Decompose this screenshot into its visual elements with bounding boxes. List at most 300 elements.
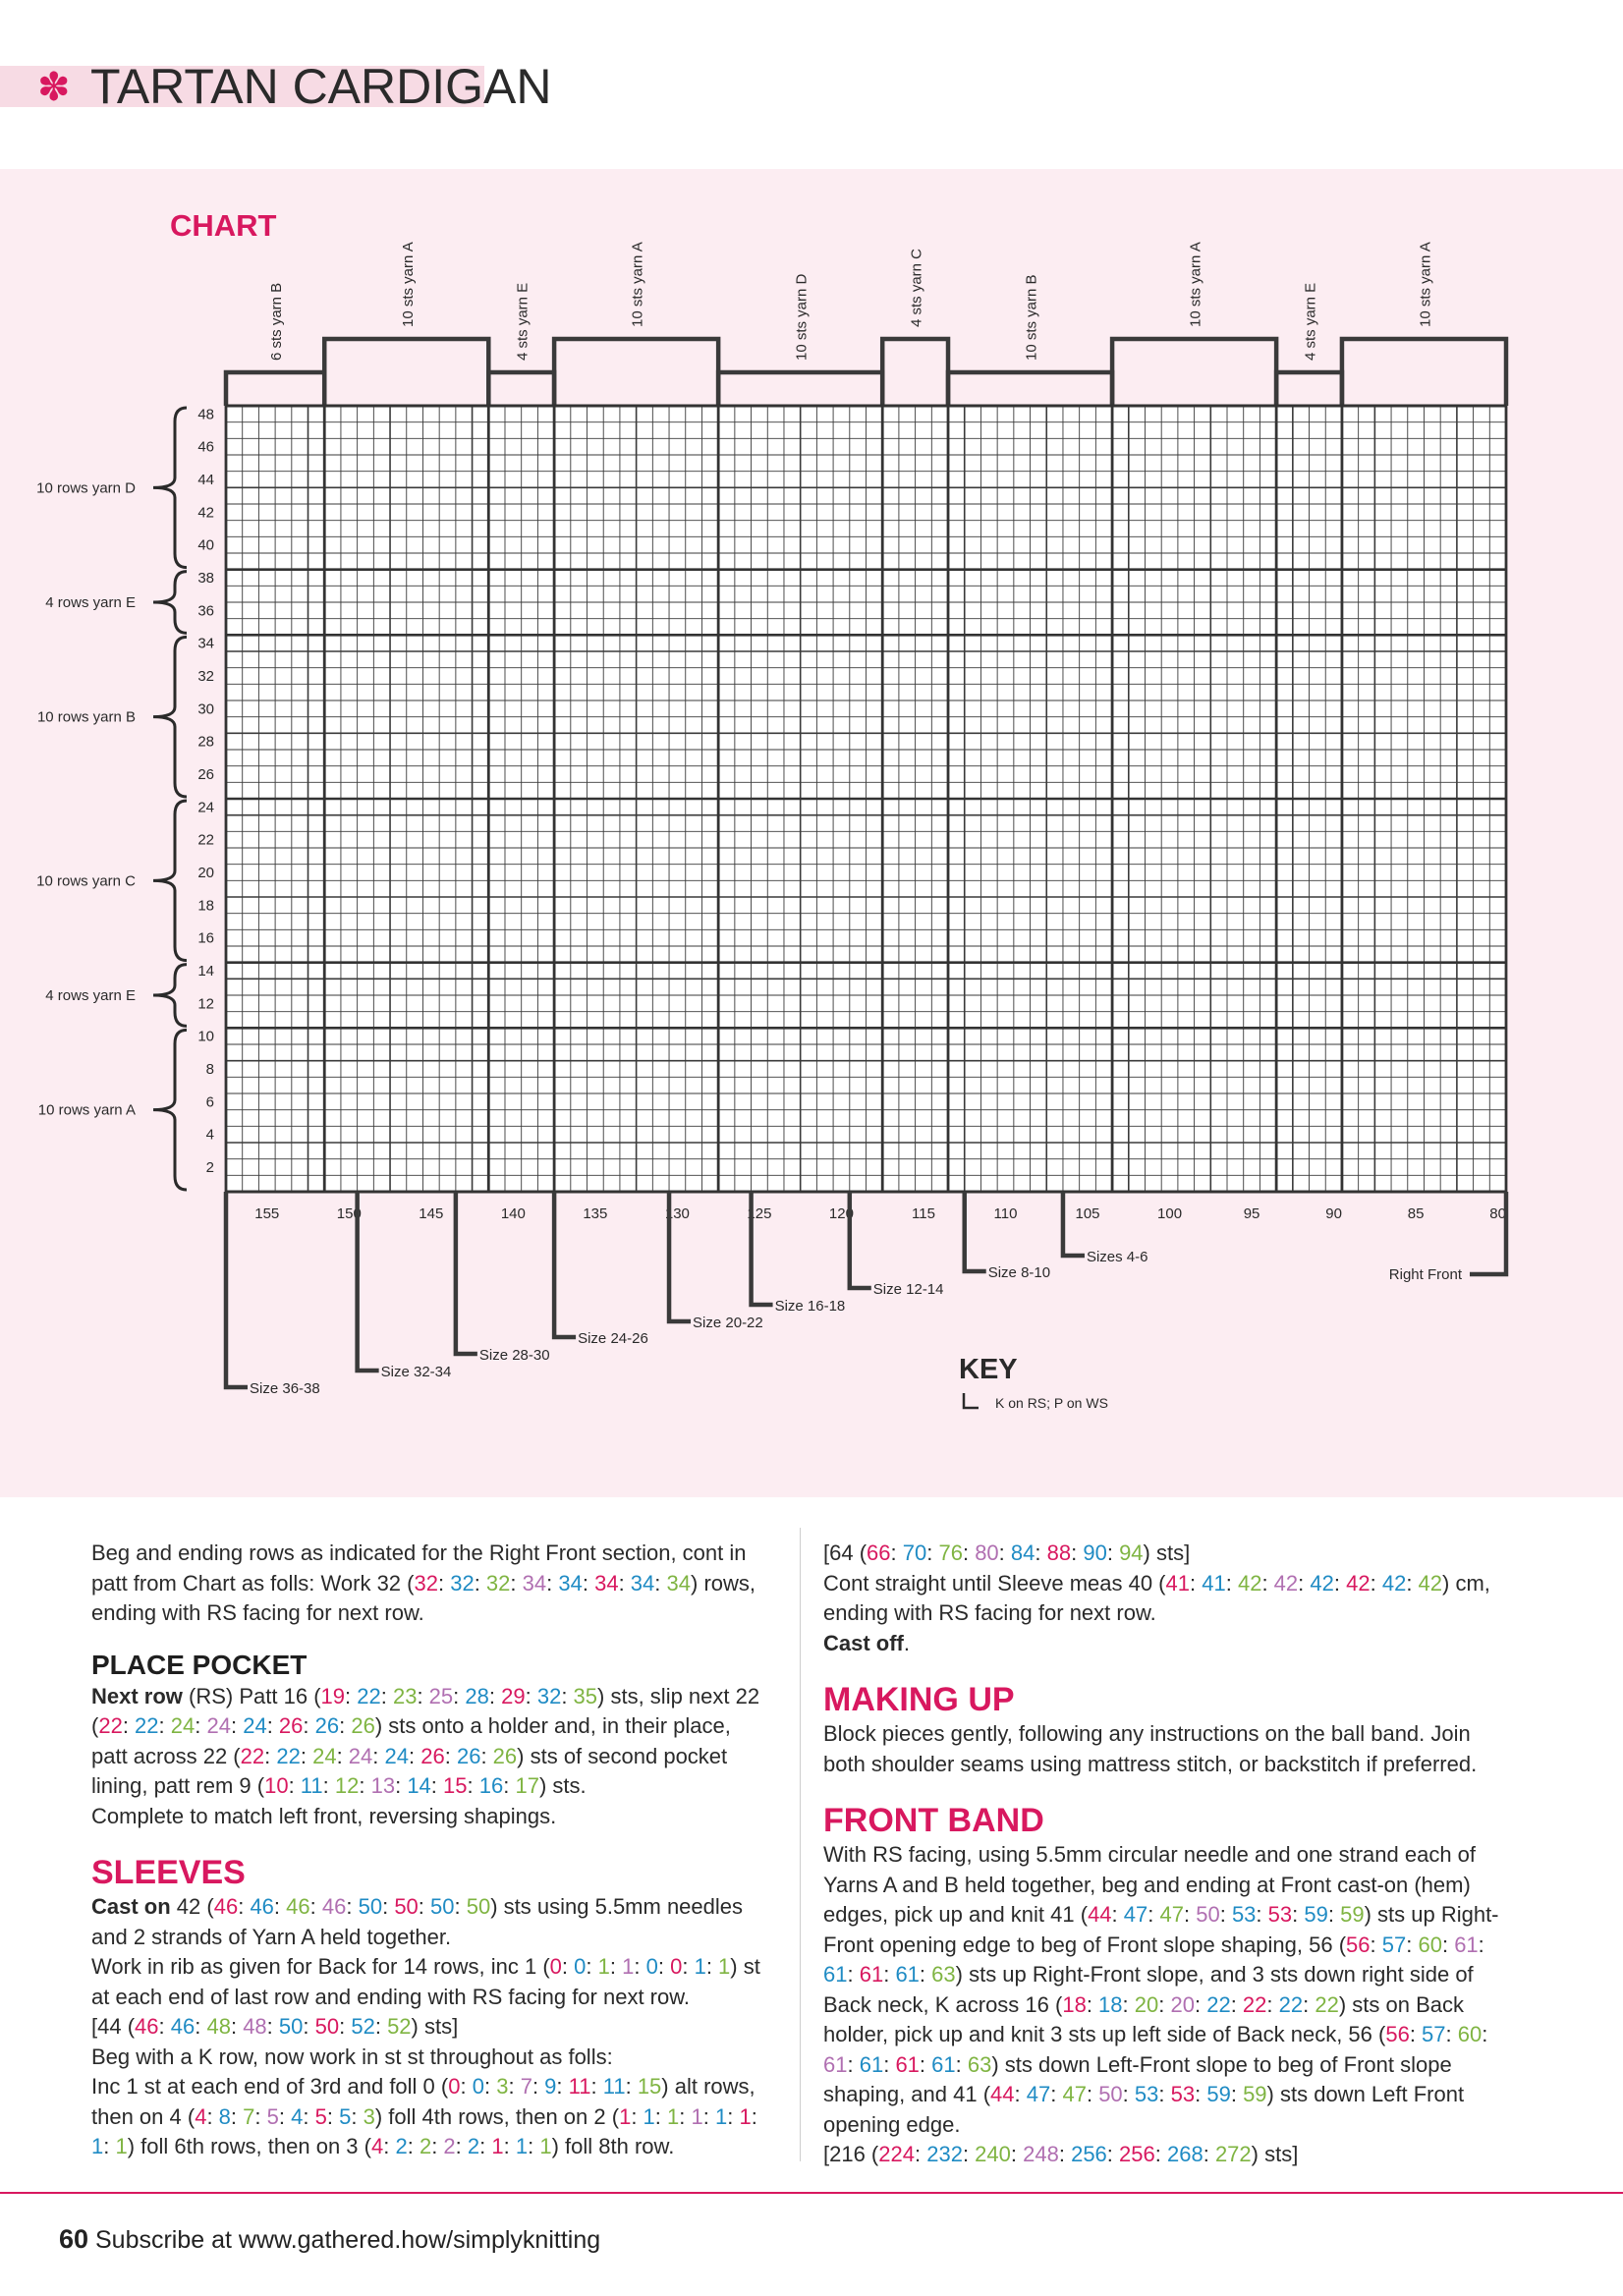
stitch-number: 150: [336, 1205, 362, 1222]
text-run: :: [919, 1962, 932, 1987]
sleeves-heading: SLEEVES: [91, 1854, 246, 1891]
row-group-label: 10 rows yarn B: [36, 708, 136, 726]
size-value: 61: [823, 2051, 848, 2077]
footer-rule: [0, 2192, 1623, 2194]
text-run: :: [230, 2014, 244, 2039]
size-value: 53: [1231, 1902, 1257, 1927]
size-leg: [1063, 1192, 1085, 1256]
text-run: [44 (: [91, 2014, 136, 2039]
text-run: :: [303, 1713, 315, 1738]
text-run: :: [288, 1773, 301, 1798]
row-number: 34: [197, 635, 214, 652]
text-run: :: [1292, 1902, 1305, 1927]
text-run: :: [1194, 1991, 1207, 2017]
size-value: 0: [645, 1954, 658, 1979]
text-run: Work in rib as given for Back for 14 rows, inc 1 (: [91, 1954, 550, 1979]
row-group-label: 10 rows yarn C: [36, 872, 136, 890]
intro-paragraph: [91, 1539, 769, 1629]
size-value: 34: [630, 1570, 655, 1596]
size-value: 24: [170, 1713, 196, 1738]
size-value: 22: [1315, 1991, 1339, 2017]
size-value: 47: [1123, 1902, 1148, 1927]
right-column: [823, 1539, 1511, 2170]
size-value: 50: [1196, 1902, 1220, 1927]
size-value: 1: [739, 2103, 752, 2129]
size-value: 1: [643, 2103, 655, 2129]
size-value: 24: [243, 1713, 267, 1738]
size-value: 59: [1340, 1902, 1365, 1927]
text-run: ) sts up Right-Front opening edge to beg of Front slope shaping, 56 (: [823, 1902, 1499, 1957]
row-number: 18: [197, 897, 214, 915]
text-run: ) sts]: [1251, 2142, 1299, 2166]
size-value: 26: [456, 1743, 481, 1768]
size-value: 34: [594, 1570, 619, 1596]
size-value: 63: [967, 2051, 992, 2077]
size-value: 70: [902, 1540, 927, 1565]
size-value: 23: [392, 1683, 418, 1708]
size-leg: [965, 1192, 986, 1271]
sleeves-cast-on: [91, 1892, 769, 1952]
size-value: 22: [98, 1713, 123, 1738]
size-value: 5: [339, 2103, 352, 2129]
text-run: :: [586, 1954, 598, 1979]
column-group-label: 10 sts yarn A: [1417, 242, 1434, 327]
row-number: 46: [197, 438, 214, 456]
size-value: 268: [1166, 2142, 1203, 2166]
text-run: :: [326, 2103, 340, 2129]
size-value: 46: [250, 1894, 274, 1919]
text-run: :: [582, 1570, 595, 1596]
text-run: :: [1333, 1570, 1347, 1596]
text-run: :: [1445, 2022, 1458, 2046]
size-value: 1: [667, 2103, 680, 2129]
text-run: :: [158, 1713, 171, 1738]
size-value: 1: [718, 1954, 731, 1979]
text-run: :: [1158, 1991, 1171, 2017]
page-number: 60: [59, 2224, 89, 2254]
column-group-bracket: [226, 372, 324, 406]
text-run: [216 (: [823, 2142, 879, 2166]
text-run: :: [1266, 1991, 1279, 2017]
column-group-bracket: [554, 339, 718, 406]
row-number: 24: [197, 799, 214, 816]
size-value: 32: [414, 1570, 438, 1596]
size-value: 4: [370, 2134, 384, 2158]
row-number: 8: [205, 1061, 214, 1078]
text-run: :: [1106, 2142, 1120, 2166]
text-run: :: [418, 1894, 431, 1919]
stitch-number: 90: [1325, 1205, 1342, 1222]
footer: [59, 2224, 600, 2255]
text-run: :: [1010, 2142, 1024, 2166]
cast-off: [823, 1629, 1511, 1659]
column-group-bracket: [1112, 339, 1276, 406]
row-group-label: 4 rows yarn E: [45, 987, 136, 1004]
stitch-number: 115: [912, 1205, 935, 1222]
text-run: :: [1203, 2142, 1215, 2166]
size-value: 22: [357, 1683, 381, 1708]
stitch-number: 95: [1243, 1205, 1260, 1222]
size-value: 12: [334, 1773, 360, 1798]
text-run: :: [309, 1894, 322, 1919]
size-value: 4: [195, 2103, 207, 2129]
text-run: :: [1071, 1540, 1084, 1565]
text-run: :: [751, 2103, 757, 2129]
size-value: 50: [314, 2014, 340, 2039]
text-run: :: [914, 2142, 927, 2166]
row-number: 4: [205, 1126, 214, 1144]
text-run: :: [556, 2074, 569, 2099]
stitch-number: 110: [993, 1205, 1018, 1222]
text-run: :: [345, 1683, 358, 1708]
text-run: Cast on: [91, 1894, 171, 1919]
text-run: :: [254, 2103, 267, 2129]
text-run: :: [437, 1570, 451, 1596]
size-value: 5: [266, 2103, 279, 2129]
size-value: 26: [278, 1713, 304, 1738]
text-run: :: [359, 1773, 371, 1798]
size-value: 61: [895, 2051, 920, 2077]
size-value: 47: [1026, 2082, 1051, 2106]
text-run: :: [847, 1962, 860, 1987]
size-value: 1: [491, 2134, 504, 2158]
size-value: 32: [450, 1570, 475, 1596]
right-front-leg: [1470, 1192, 1506, 1274]
column-group-bracket: [1276, 372, 1342, 406]
row-number: 20: [197, 865, 214, 881]
text-run: :: [238, 1894, 251, 1919]
size-value: 22: [1206, 1991, 1231, 2017]
text-run: :: [1154, 2142, 1167, 2166]
size-label: Size 32-34: [380, 1364, 452, 1380]
size-value: 2: [443, 2134, 456, 2158]
size-value: 46: [135, 2014, 159, 2039]
sleeve-cont: [823, 1569, 1511, 1629]
size-value: 48: [206, 2014, 231, 2039]
row-number: 38: [197, 570, 214, 587]
text-run: :: [1058, 2142, 1072, 2166]
size-value: 248: [1023, 2142, 1059, 2166]
text-run: :: [510, 1570, 523, 1596]
text-run: :: [460, 2074, 473, 2099]
row-group-label: 10 rows yarn A: [37, 1101, 136, 1119]
column-group-label: 10 sts yarn B: [1023, 274, 1040, 361]
text-run: :: [503, 2134, 516, 2158]
size-value: 17: [515, 1773, 539, 1798]
text-run: :: [382, 1894, 395, 1919]
front-band-total: [823, 2140, 1511, 2170]
size-value: 90: [1083, 1540, 1107, 1565]
row-number: 30: [197, 700, 214, 718]
size-value: 1: [715, 2103, 728, 2129]
text-run: :: [590, 2074, 603, 2099]
size-value: 52: [351, 2014, 375, 2039]
row-number: 16: [197, 929, 214, 947]
size-value: 60: [1418, 1932, 1442, 1957]
text-run: :: [278, 2103, 292, 2129]
text-run: :: [380, 1683, 393, 1708]
stitch-number: 135: [583, 1205, 608, 1222]
row-number: 10: [197, 1028, 214, 1045]
size-value: 57: [1381, 1932, 1407, 1957]
size-value: 60: [1457, 2022, 1483, 2046]
row-group-label: 10 rows yarn D: [36, 479, 136, 497]
text-run: :: [1195, 2082, 1207, 2106]
column-group-label: 10 sts yarn A: [1187, 242, 1204, 327]
size-value: 1: [515, 2134, 529, 2158]
text-run: :: [230, 2103, 244, 2129]
text-run: 42 (: [170, 1894, 214, 1919]
text-run: :: [1050, 2082, 1063, 2106]
size-value: 34: [558, 1570, 583, 1596]
text-run: :: [474, 1570, 486, 1596]
size-value: 26: [314, 1713, 340, 1738]
text-run: ) alt rows, then on 4 (: [91, 2074, 756, 2129]
column-group-bracket: [718, 372, 882, 406]
size-value: 42: [1418, 1570, 1443, 1596]
text-run: :: [453, 1683, 466, 1708]
size-label: Size 12-14: [872, 1281, 944, 1298]
text-run: :: [634, 1954, 646, 1979]
text-run: :: [417, 1683, 429, 1708]
column-group-label: 6 sts yarn B: [268, 282, 286, 361]
text-run: :: [273, 1894, 287, 1919]
place-pocket-heading: PLACE POCKET: [91, 1649, 308, 1680]
size-value: 53: [1134, 2082, 1159, 2106]
size-value: 8: [218, 2103, 231, 2129]
size-value: 50: [430, 1894, 455, 1919]
size-value: 1: [115, 2134, 128, 2158]
text-run: :: [444, 1743, 457, 1768]
size-value: 240: [975, 2142, 1011, 2166]
row-number: 12: [197, 995, 214, 1013]
text-run: :: [1409, 2022, 1423, 2046]
text-run: :: [1230, 2082, 1244, 2106]
text-run: :: [300, 1743, 313, 1768]
text-run: ) sts onto a holder and, in their place, patt across 22 (: [91, 1713, 731, 1768]
text-run: :: [654, 1570, 667, 1596]
size-value: 57: [1422, 2022, 1446, 2046]
text-run: ) cm, ending with RS facing for next row.: [823, 1570, 1490, 1625]
size-value: 41: [1165, 1570, 1190, 1596]
text-run: :: [1183, 1902, 1197, 1927]
text-run: :: [483, 2074, 497, 2099]
size-value: 7: [520, 2074, 532, 2099]
text-run: :: [883, 1962, 896, 1987]
text-run: :: [1225, 1570, 1238, 1596]
row-number: 48: [197, 406, 214, 423]
size-value: 46: [170, 2014, 196, 2039]
text-run: :: [195, 1713, 207, 1738]
text-run: :: [431, 2134, 444, 2158]
text-run: :: [206, 2103, 219, 2129]
text-run: :: [303, 2014, 315, 2039]
text-run: :: [1370, 1932, 1382, 1957]
size-value: 256: [1071, 2142, 1107, 2166]
text-run: :: [454, 1894, 467, 1919]
size-value: 0: [549, 1954, 562, 1979]
text-run: :: [1147, 1902, 1160, 1927]
text-run: :: [264, 1743, 277, 1768]
text-run: ) sts]: [1143, 1540, 1191, 1565]
sleeves-rib: [91, 1952, 769, 2012]
text-run: :: [508, 2074, 521, 2099]
size-value: 11: [602, 2074, 626, 2099]
text-run: :: [322, 1773, 335, 1798]
stitch-number: 85: [1407, 1205, 1425, 1222]
text-run: ) sts]: [411, 2014, 459, 2039]
text-run: :: [351, 2103, 364, 2129]
text-run: ) st at each end of last row and ending with RS facing for next row.: [91, 1954, 760, 2009]
size-value: 29: [501, 1683, 526, 1708]
size-value: 47: [1062, 2082, 1087, 2106]
flower-icon: ✽: [37, 66, 71, 109]
text-run: :: [654, 2103, 668, 2129]
text-run: ) sts, slip next 22 (: [91, 1683, 760, 1738]
size-value: 25: [428, 1683, 454, 1708]
text-run: :: [1298, 1570, 1311, 1596]
size-value: 52: [387, 2014, 412, 2039]
text-run: :: [705, 1954, 719, 1979]
text-run: :: [546, 1570, 559, 1596]
text-run: :: [1406, 1932, 1419, 1957]
text-run: :: [1327, 1902, 1341, 1927]
size-label: Size 28-30: [478, 1347, 550, 1364]
key-square-icon: [964, 1393, 979, 1408]
row-number: 26: [197, 766, 214, 783]
size-value: 34: [666, 1570, 691, 1596]
size-value: 22: [240, 1743, 265, 1768]
key-heading: KEY: [959, 1354, 1018, 1385]
size-value: 7: [243, 2103, 255, 2129]
row-group-label: 4 rows yarn E: [45, 594, 136, 611]
text-run: :: [955, 2051, 968, 2077]
text-run: :: [1370, 1570, 1382, 1596]
text-run: :: [618, 1570, 631, 1596]
text-run: :: [1158, 2082, 1171, 2106]
text-run: ) sts on Back holder, pick up and knit 3 sts up left side of Back neck, 56 (: [823, 1991, 1464, 2046]
text-run: :: [1122, 1991, 1135, 2017]
text-run: :: [631, 2103, 644, 2129]
size-value: 34: [522, 1570, 547, 1596]
size-value: 0: [472, 2074, 484, 2099]
text-run: ) sts of second pocket lining, patt rem 9 (: [91, 1743, 728, 1798]
text-run: :: [336, 1743, 349, 1768]
text-run: :: [479, 2134, 492, 2158]
size-value: 20: [1170, 1991, 1195, 2017]
making-up-paragraph: Block pieces gently, following any instructions on the ball band. Join both shoulder seams using mattress stitch, or backstitch if preferred.: [823, 1721, 1478, 1776]
size-value: 42: [1237, 1570, 1262, 1596]
size-value: 61: [859, 1962, 884, 1987]
text-run: :: [919, 2051, 932, 2077]
size-value: 61: [823, 1962, 848, 1987]
column-group-label: 4 sts yarn E: [514, 282, 532, 361]
stitch-number: 155: [254, 1205, 280, 1222]
column-group-label: 10 sts yarn A: [629, 242, 646, 327]
size-value: 22: [276, 1743, 301, 1768]
text-run: :: [679, 2103, 692, 2129]
size-value: 26: [351, 1713, 375, 1738]
size-value: 42: [1273, 1570, 1299, 1596]
size-value: 46: [321, 1894, 347, 1919]
size-value: 24: [312, 1743, 337, 1768]
size-value: 10: [264, 1773, 289, 1798]
text-run: :: [158, 2014, 171, 2039]
text-run: :: [103, 2134, 116, 2158]
size-value: 2: [419, 2134, 432, 2158]
size-value: 11: [300, 1773, 323, 1798]
text-run: :: [455, 2134, 468, 2158]
size-value: 1: [539, 2134, 552, 2158]
text-run: :: [1035, 1540, 1047, 1565]
sleeve-count: [823, 1539, 1511, 1569]
text-run: :: [1086, 1991, 1099, 2017]
size-value: 26: [492, 1743, 518, 1768]
size-value: 0: [670, 1954, 683, 1979]
text-run: :: [625, 2074, 638, 2099]
stitch-number: 105: [1075, 1205, 1100, 1222]
text-run: .: [903, 1630, 911, 1655]
size-value: 24: [348, 1743, 373, 1768]
text-run: :: [122, 1713, 136, 1738]
text-run: :: [525, 1683, 537, 1708]
size-value: 5: [314, 2103, 327, 2129]
size-value: 232: [926, 2142, 963, 2166]
column-group-label: 10 sts yarn D: [793, 273, 811, 361]
text-run: :: [1303, 1991, 1315, 2017]
size-value: 20: [1134, 1991, 1159, 2017]
size-value: 224: [878, 2142, 915, 2166]
size-value: 2: [467, 2134, 480, 2158]
size-value: 1: [691, 2103, 703, 2129]
size-value: 24: [384, 1743, 409, 1768]
text-run: :: [230, 1713, 244, 1738]
subscribe-text: Subscribe at www.gathered.how/simplyknitting: [95, 2226, 601, 2254]
size-value: 50: [394, 1894, 419, 1919]
text-run: :: [372, 1743, 385, 1768]
text-run: Next row: [91, 1683, 183, 1708]
row-number: 40: [197, 536, 214, 554]
size-value: 76: [938, 1540, 963, 1565]
size-label: Size 8-10: [987, 1264, 1051, 1281]
row-group-brace: [153, 637, 187, 797]
size-value: 28: [465, 1683, 489, 1708]
row-group-brace: [153, 408, 187, 568]
size-value: 59: [1206, 2082, 1231, 2106]
text-run: :: [1482, 2022, 1488, 2046]
text-run: ) foll 4th rows, then on 2 (: [374, 2103, 620, 2129]
stitch-number: 120: [828, 1205, 854, 1222]
making-up-heading: MAKING UP: [823, 1681, 1015, 1718]
size-value: 15: [637, 2074, 662, 2099]
size-value: 44: [1088, 1902, 1112, 1927]
text-run: :: [1230, 1991, 1243, 2017]
text-run: :: [1441, 1932, 1455, 1957]
size-value: 272: [1214, 2142, 1252, 2166]
text-run: ) foll 6th rows, then on 3 (: [127, 2134, 371, 2158]
size-value: 48: [243, 2014, 267, 2039]
size-value: 32: [536, 1683, 562, 1708]
size-value: 3: [363, 2103, 375, 2129]
size-value: 35: [573, 1683, 598, 1708]
front-band-paragraph: [823, 1840, 1511, 2140]
size-value: 61: [895, 1962, 920, 1987]
size-value: 63: [931, 1962, 956, 1987]
text-run: :: [1122, 2082, 1135, 2106]
text-run: :: [890, 1540, 903, 1565]
sleeves-increases: [91, 2072, 769, 2162]
size-value: 18: [1098, 1991, 1123, 2017]
